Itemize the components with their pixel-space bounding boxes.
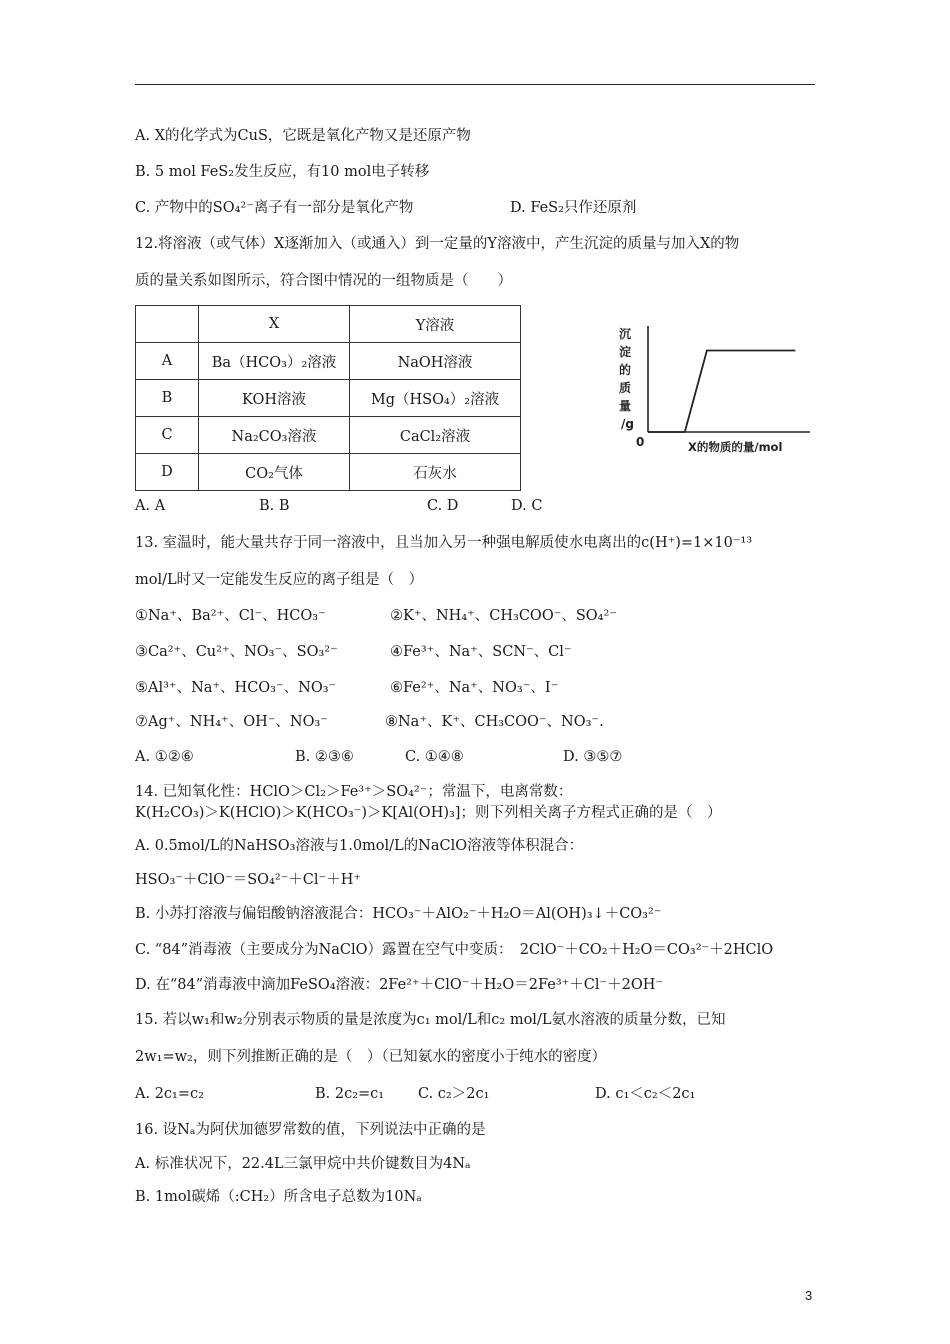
q13-stem-line2: mol/L时又一定能发生反应的离子组是（ ） <box>135 572 424 588</box>
q12-answer-a: A. A <box>135 498 166 514</box>
table-cell: C <box>136 417 199 454</box>
q13-answer-b: B. ②③⑥ <box>295 749 354 765</box>
y-label-char: /g <box>621 417 634 431</box>
q14-stem-line1: 14. 已知氧化性：HClO＞Cl₂＞Fe³⁺＞SO₄²⁻；常温下，电离常数： <box>135 784 573 800</box>
table-row <box>136 380 521 417</box>
q15-answer-d: D. c₁＜c₂＜2c₁ <box>595 1086 696 1102</box>
page-number: 3 <box>805 1288 813 1303</box>
table-cell: D <box>136 454 199 491</box>
table-cell: A <box>136 343 199 380</box>
q15-answer-b: B. 2c₂=c₁ <box>315 1086 385 1102</box>
q12-answer-b: B. B <box>259 498 290 514</box>
q13-answer-c: C. ①④⑧ <box>405 749 464 765</box>
q14-option-d: D. 在“84”消毒液中滴加FeSO₄溶液：2Fe²⁺＋ClO⁻＋H₂O＝2Fe³⁺＋Cl⁻＋2OH⁻ <box>135 977 664 993</box>
q13-group-8: ⑧Na⁺、K⁺、CH₃COO⁻、NO₃⁻. <box>385 714 604 730</box>
table-cell: CO₂气体 <box>199 454 350 491</box>
table-cell <box>136 306 199 343</box>
q11-option-a: A. X的化学式为CuS，它既是氧化产物又是还原产物 <box>135 128 471 144</box>
header-rule <box>135 84 815 85</box>
y-label-char: 量 <box>619 399 632 413</box>
q11-option-d: D. FeS₂只作还原剂 <box>510 200 637 216</box>
table-cell: Na₂CO₃溶液 <box>199 417 350 454</box>
q16-option-b: B. 1mol碳烯（:CH₂）所含电子总数为10Nₐ <box>135 1189 422 1205</box>
q13-answer-d: D. ③⑤⑦ <box>563 749 623 765</box>
q13-group-1: ①Na⁺、Ba²⁺、Cl⁻、HCO₃⁻ <box>135 608 326 624</box>
table-cell: Y溶液 <box>350 306 521 343</box>
q15-stem-line1: 15. 若以w₁和w₂分别表示物质的量是浓度为c₁ mol/L和c₂ mol/L氨水溶液的质量分数，已知 <box>135 1012 726 1028</box>
q12-options-table <box>135 305 521 491</box>
q16-option-a: A. 标准状况下，22.4L三氯甲烷中共价键数目为4Nₐ <box>135 1156 471 1172</box>
q16-stem: 16. 设Nₐ为阿伏加德罗常数的值，下列说法中正确的是 <box>135 1122 486 1138</box>
table-row <box>136 343 521 380</box>
q12-stem-line2: 质的量关系如图所示，符合图中情况的一组物质是（ ） <box>135 273 512 289</box>
q13-group-7: ⑦Ag⁺、NH₄⁺、OH⁻、NO₃⁻ <box>135 714 328 730</box>
q13-group-3: ③Ca²⁺、Cu²⁺、NO₃⁻、SO₃²⁻ <box>135 644 338 660</box>
q13-stem-line1: 13. 室温时，能大量共存于同一溶液中，且当加入另一种强电解质使水电离出的c(H⁺)=1×10⁻¹³ <box>135 535 753 551</box>
q11-option-c: C. 产物中的SO₄²⁻离子有一部分是氧化产物 <box>135 200 414 216</box>
table-row <box>136 417 521 454</box>
q13-group-5: ⑤Al³⁺、Na⁺、HCO₃⁻、NO₃⁻ <box>135 680 337 696</box>
q12-answer-d: D. C <box>511 498 543 514</box>
y-label-char: 沉 <box>619 327 632 341</box>
y-label-char: 淀 <box>619 345 632 359</box>
q14-option-c: C. “84”消毒液（主要成分为NaClO）露置在空气中变质： 2ClO⁻＋CO₂＋H₂O＝CO₃²⁻＋2HClO <box>135 942 774 958</box>
table-cell: NaOH溶液 <box>350 343 521 380</box>
q14-option-a-line2: HSO₃⁻＋ClO⁻＝SO₄²⁻＋Cl⁻＋H⁺ <box>135 872 361 888</box>
table-row <box>136 454 521 491</box>
origin-label: 0 <box>636 435 645 449</box>
q15-stem-line2: 2w₁=w₂，则下列推断正确的是（ ）（已知氨水的密度小于纯水的密度） <box>135 1049 607 1065</box>
y-label-char: 的 <box>619 363 632 377</box>
q13-group-4: ④Fe³⁺、Na⁺、SCN⁻、Cl⁻ <box>390 644 572 660</box>
table-cell: Mg（HSO₄）₂溶液 <box>350 380 521 417</box>
q15-answer-a: A. 2c₁=c₂ <box>135 1086 204 1102</box>
table-header-row <box>136 306 521 343</box>
q14-option-b: B. 小苏打溶液与偏铝酸钠溶液混合：HCO₃⁻＋AlO₂⁻＋H₂O＝Al(OH)₃↓＋CO₃²⁻ <box>135 906 662 922</box>
table-cell: B <box>136 380 199 417</box>
q11-option-b: B. 5 mol FeS₂发生反应，有10 mol电子转移 <box>135 164 430 180</box>
table-cell: CaCl₂溶液 <box>350 417 521 454</box>
q12-answer-c: C. D <box>427 498 459 514</box>
table-cell: KOH溶液 <box>199 380 350 417</box>
series-line <box>648 351 795 433</box>
table-cell: Ba（HCO₃）₂溶液 <box>199 343 350 380</box>
x-axis-label: X的物质的量/mol <box>688 440 783 454</box>
q13-group-2: ②K⁺、NH₄⁺、CH₃COO⁻、SO₄²⁻ <box>390 608 617 624</box>
q15-answer-c: C. c₂＞2c₁ <box>418 1086 490 1102</box>
q12-stem-line1: 12.将溶液（或气体）X逐渐加入（或通入）到一定量的Y溶液中，产生沉淀的质量与加入X的物 <box>135 236 740 252</box>
q13-group-6: ⑥Fe²⁺、Na⁺、NO₃⁻、I⁻ <box>390 680 559 696</box>
precipitate-chart <box>610 318 820 458</box>
table-cell: 石灰水 <box>350 454 521 491</box>
q14-stem-line2: K(H₂CO₃)＞K(HClO)＞K(HCO₃⁻)＞K[Al(OH)₃]；则下列相关离子方程式正确的是（ ） <box>135 805 722 821</box>
y-label-char: 质 <box>619 381 632 395</box>
q13-answer-a: A. ①②⑥ <box>135 749 194 765</box>
table-cell: X <box>199 306 350 343</box>
q14-option-a-line1: A. 0.5mol/L的NaHSO₃溶液与1.0mol/L的NaClO溶液等体积混合： <box>135 838 584 854</box>
